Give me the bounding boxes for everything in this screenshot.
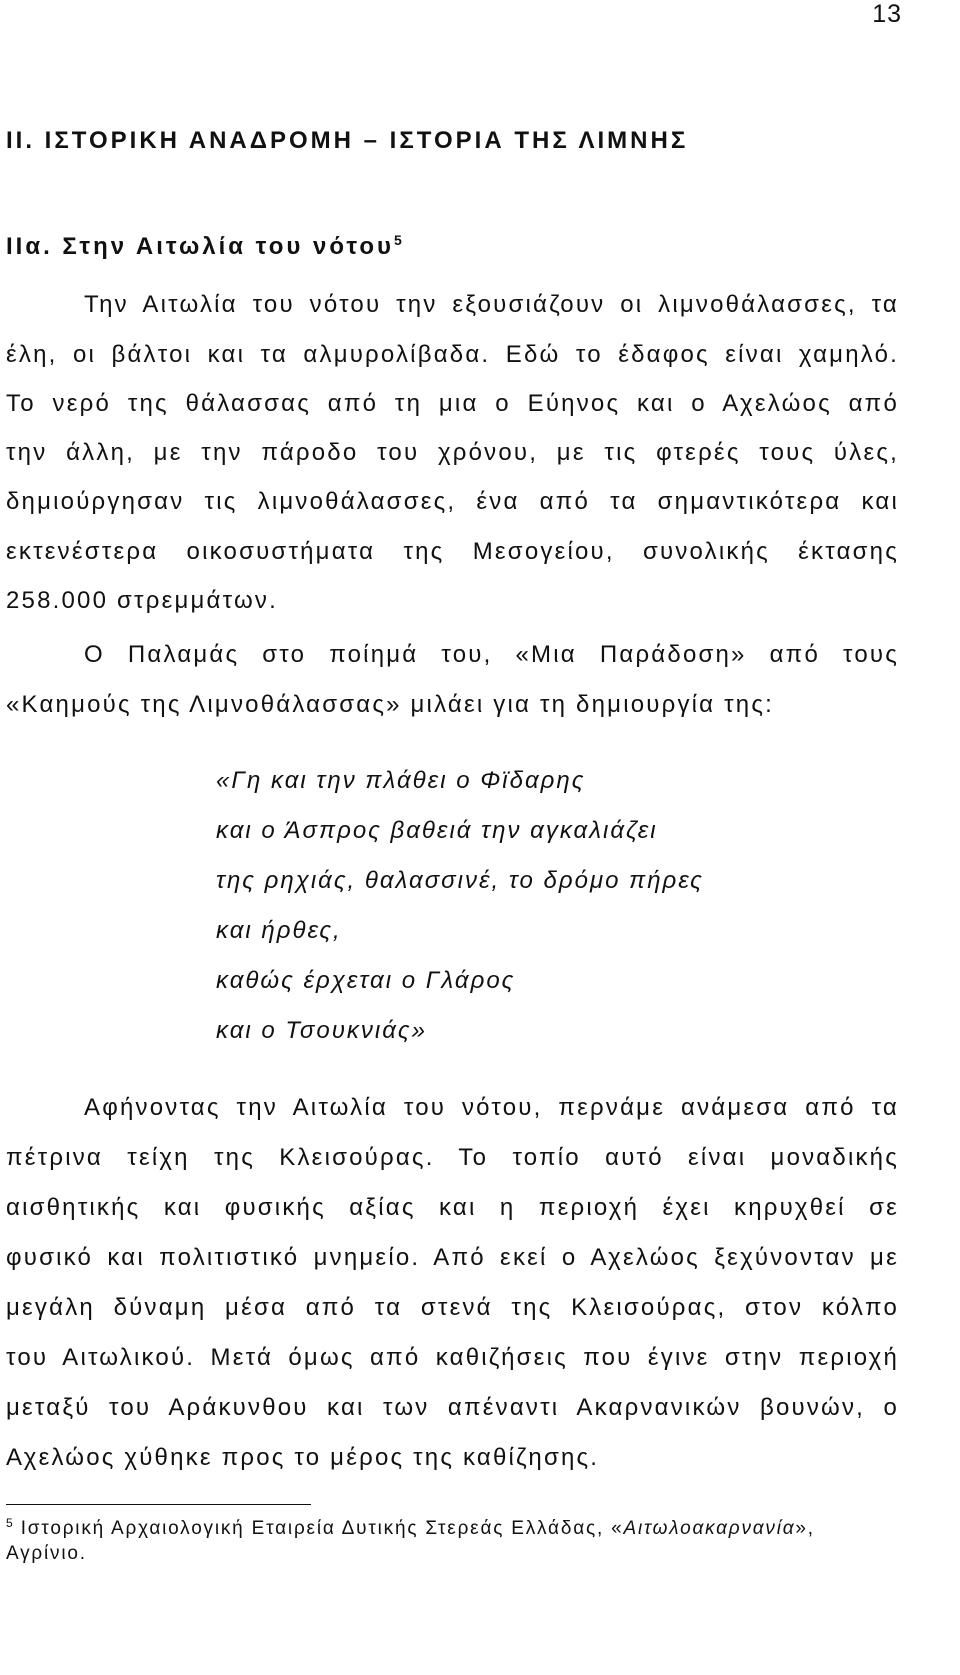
footnote-line2: Αγρίνιο. [6, 1543, 87, 1564]
paragraph3-line: μεταξύ του Αράκυνθου και των απέναντι Ακαρνανικών βουνών, ο [6, 1394, 899, 1421]
paragraph2-line: «Καημούς της Λιμνοθάλασσας» μιλάει για τη δημιουργία της: [6, 691, 774, 718]
paragraph1-line: εκτενέστερα οικοσυστήματα της Μεσογείου, συνολικής έκτασης [6, 538, 899, 565]
footnote-italic-title: Αιτωλοακαρνανία [623, 1518, 796, 1539]
paragraph3-line: Αφήνοντας την Αιτωλία του νότου, περνάμε ανάμεσα από τα [84, 1094, 899, 1121]
poem-line: καθώς έρχεται ο Γλάρος [216, 967, 516, 994]
section-heading-text: ΙΙα. Στην Αιτωλία του νότου [6, 233, 395, 260]
paragraph1-line: Την Αιτωλία του νότου την εξουσιάζουν οι λιμνοθάλασσες, τα [84, 291, 899, 318]
paragraph2-line: Ο Παλαμάς στο ποίημά του, «Μια Παράδοση» από τους [84, 641, 899, 668]
footnote-text: Ιστορική Αρχαιολογική Εταιρεία Δυτικής Στερεάς Ελλάδας, « [20, 1518, 624, 1539]
page-number: 13 [872, 0, 902, 28]
poem-line: και ο Άσπρος βαθειά την αγκαλιάζει [216, 817, 658, 844]
footnote [6, 1517, 899, 1541]
paragraph1-line: δημιούργησαν τις λιμνοθάλασσες, ένα από τα σημαντικότερα και [6, 488, 899, 515]
paragraph1-line: 258.000 στρεμμάτων. [6, 587, 278, 614]
poem-line: «Γη και την πλάθει ο Φϊδαρης [216, 767, 586, 794]
chapter-heading: II. ΙΣΤΟΡΙΚΗ ΑΝΑΔΡΟΜΗ – ΙΣΤΟΡΙΑ ΤΗΣ ΛΙΜΝΗΣ [6, 127, 689, 154]
poem-line: και ο Τσουκνιάς» [216, 1017, 427, 1044]
section-heading [6, 232, 899, 262]
paragraph3-line: Αχελώος χύθηκε προς το μέρος της καθίζησης. [6, 1444, 600, 1471]
paragraph3-line: φυσικό και πολιτιστικό μνημείο. Από εκεί ο Αχελώος ξεχύνονταν με [6, 1244, 899, 1271]
paragraph1-line: έλη, οι βάλτοι και τα αλμυρολίβαδα. Εδώ το έδαφος είναι χαμηλό. [6, 341, 899, 368]
footnote-separator [6, 1504, 311, 1505]
poem-line: της ρηχιάς, θαλασσινέ, το δρόμο πήρες [216, 867, 704, 894]
footnote-number: 5 [6, 1515, 13, 1530]
paragraph3-line: μεγάλη δύναμη μέσα από τα στενά της Κλεισούρας, στον κόλπο [6, 1294, 899, 1321]
poem-line: και ήρθες, [216, 917, 342, 944]
paragraph1-line: Το νερό της θάλασσας από τη μια ο Εύηνος και ο Αχελώος από [6, 390, 899, 417]
paragraph3-line: πέτρινα τείχη της Κλεισούρας. Το τοπίο αυτό είναι μοναδικής [6, 1144, 899, 1171]
paragraph3-line: του Αιτωλικού. Μετά όμως από καθιζήσεις που έγινε στην περιοχή [6, 1344, 899, 1371]
footnote-ref: 5 [394, 232, 402, 248]
paragraph1-line: την άλλη, με την πάροδο του χρόνου, με τις φτερές τους ύλες, [6, 439, 899, 466]
paragraph3-line: αισθητικής και φυσικής αξίας και η περιοχή έχει κηρυχθεί σε [6, 1194, 899, 1221]
footnote-text-end: », [795, 1518, 815, 1539]
